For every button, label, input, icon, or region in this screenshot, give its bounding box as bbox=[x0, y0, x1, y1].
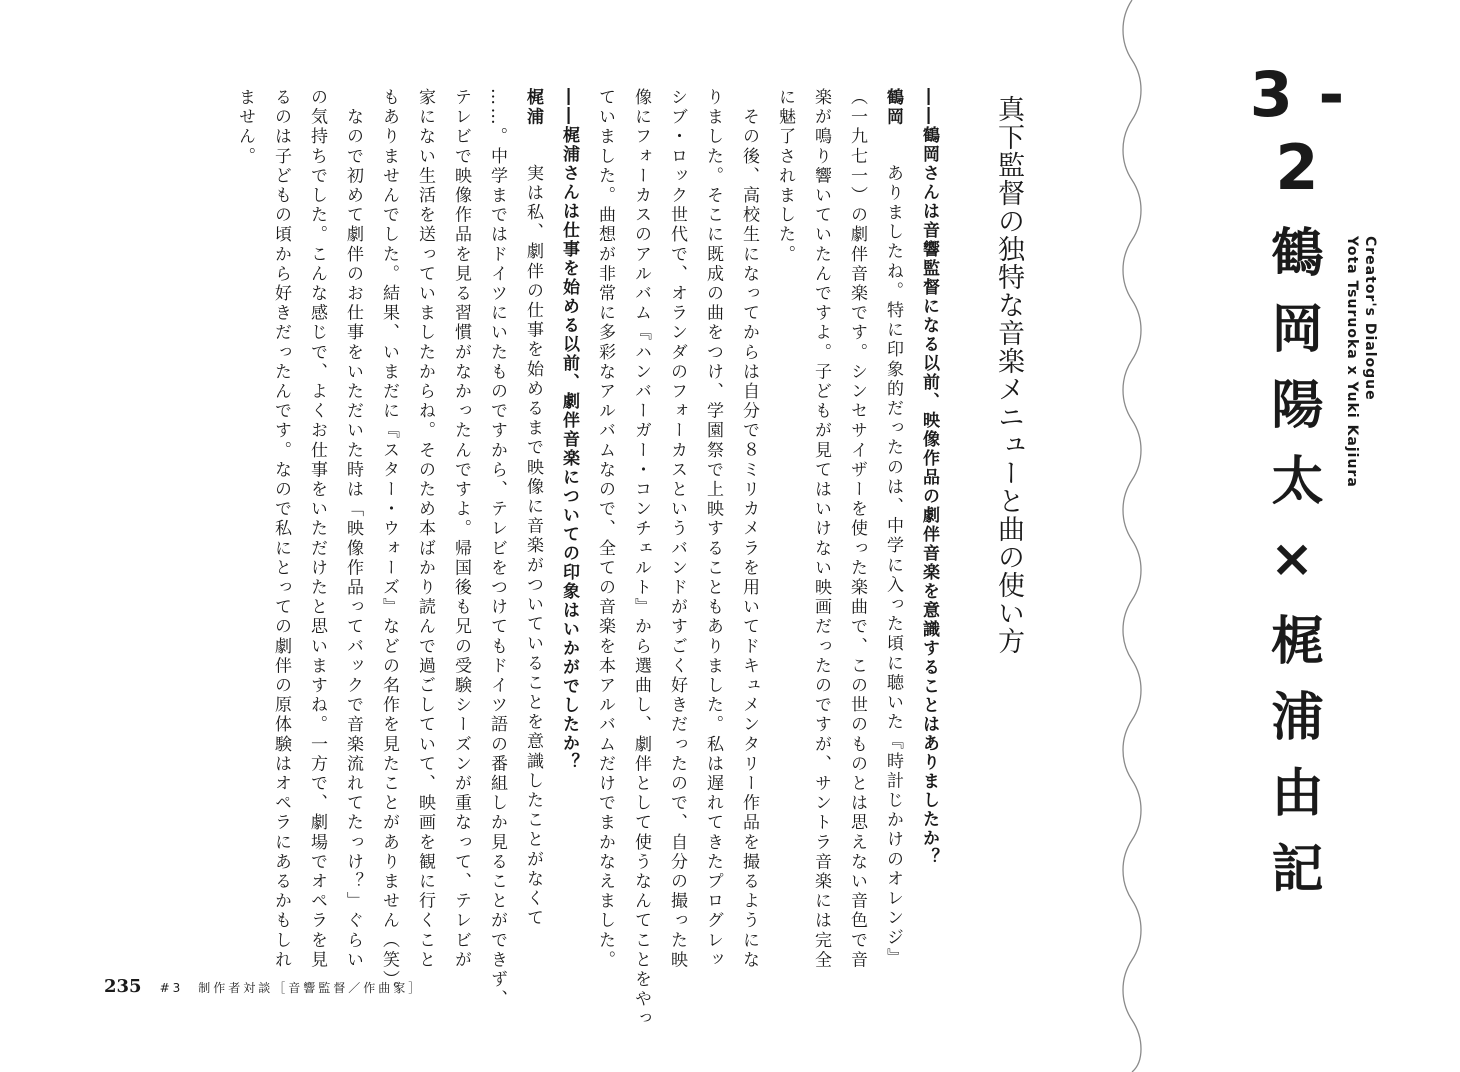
subtitle-line-1: Creator's Dialogue bbox=[1362, 236, 1378, 401]
answer-line: もありませんでした。結果、いまだに『スター・ウォーズ』などの名作を見たことがありません（笑）。 bbox=[379, 88, 399, 1001]
page-number: 235 bbox=[104, 976, 142, 997]
interviewer-question: ――梶浦さんは仕事を始める以前、劇伴音楽についての印象はいかがでしたか？ bbox=[559, 88, 579, 772]
answer-line: の気持ちでした。こんな感じで、よくお仕事をいただけたと思いますね。一方で、劇場でオペラを見 bbox=[307, 88, 327, 970]
speaker-label: 鶴岡 bbox=[883, 88, 903, 128]
answer-line: 楽が鳴り響いていたんですよ。子どもが見てはいけない映画だったのですが、サントラ音楽には完全 bbox=[811, 88, 831, 970]
section-heading: 真下監督の独特な音楽メニューと曲の使い方 bbox=[993, 95, 1024, 655]
answer-line: なので初めて劇伴のお仕事をいただいた時は「映像作品ってバックで音楽流れてたっけ？」ぐらい bbox=[343, 107, 363, 971]
dialogue-title: 鶴岡陽太×梶浦由記 bbox=[1262, 225, 1322, 917]
answer-line: るのは子どもの頃から好きだったんです。なので私にとっての劇伴の原体験はオペラにあるかもしれ bbox=[271, 88, 291, 970]
answer-line: に魅了されました。 bbox=[775, 88, 795, 265]
answer-line: シブ・ロック世代で、オランダのフォーカスというバンドがすごく好きだったので、自分の撮った映 bbox=[667, 88, 687, 970]
speaker-label: 梶浦 bbox=[523, 88, 543, 128]
answer-line: ていました。曲想が非常に多彩なアルバムなので、全ての音楽を本アルバムだけでまかなえました。 bbox=[595, 88, 615, 970]
subtitle-line-2: Yota Tsuruoka x Yuki Kajiura bbox=[1344, 236, 1360, 488]
dialogue-subtitle-english bbox=[1343, 236, 1379, 488]
answer-line: テレビで映像作品を見る習慣がなかったんですよ。帰国後も兄の受験シーズンが重なって、テレビが bbox=[451, 88, 471, 970]
answer-line: 像にフォーカスのアルバム『ハンバーガー・コンチェルト』から選曲し、劇伴として使うなんてことをやっ bbox=[631, 88, 651, 1029]
answer-line: 家にない生活を送っていましたからね。そのため本ばかり読んで過ごしていて、映画を観に行くこと bbox=[415, 88, 435, 970]
running-head: #3 制作者対談［音響監督／作曲家］ bbox=[159, 981, 424, 995]
answer-line: ません。 bbox=[235, 88, 255, 167]
answer-line: （一九七一）の劇伴音楽です。シンセサイザーを使った楽曲で、この世のものとは思えない音色で音 bbox=[847, 88, 867, 970]
interviewer-question: ――鶴岡さんは音響監督になる以前、映像作品の劇伴音楽を意識することはありましたか？ bbox=[919, 88, 939, 867]
answer-line: 梶浦 実は私、劇伴の仕事を始めるまで映像に音楽がついていることを意識したことがなくて bbox=[515, 88, 551, 948]
answer-line: 鶴岡 ありましたね。特に印象的だったのは、中学に入った頃に聴いた『時計じかけのオレンジ』 bbox=[875, 88, 911, 948]
answer-line: その後、高校生になってからは自分で８ミリカメラを用いてドキュメンタリー作品を撮るようにな bbox=[739, 107, 759, 971]
chapter-number: 3 - 2 bbox=[1249, 58, 1347, 204]
answer-line: ……。中学まではドイツにいたものですから、テレビをつけてもドイツ語の番組しか見ることができず、 bbox=[487, 88, 507, 1010]
answer-line: りました。そこに既成の曲をつけ、学園祭で上映することもありました。私は遅れてきたプログレッ bbox=[703, 88, 723, 970]
page-footer bbox=[104, 976, 423, 998]
